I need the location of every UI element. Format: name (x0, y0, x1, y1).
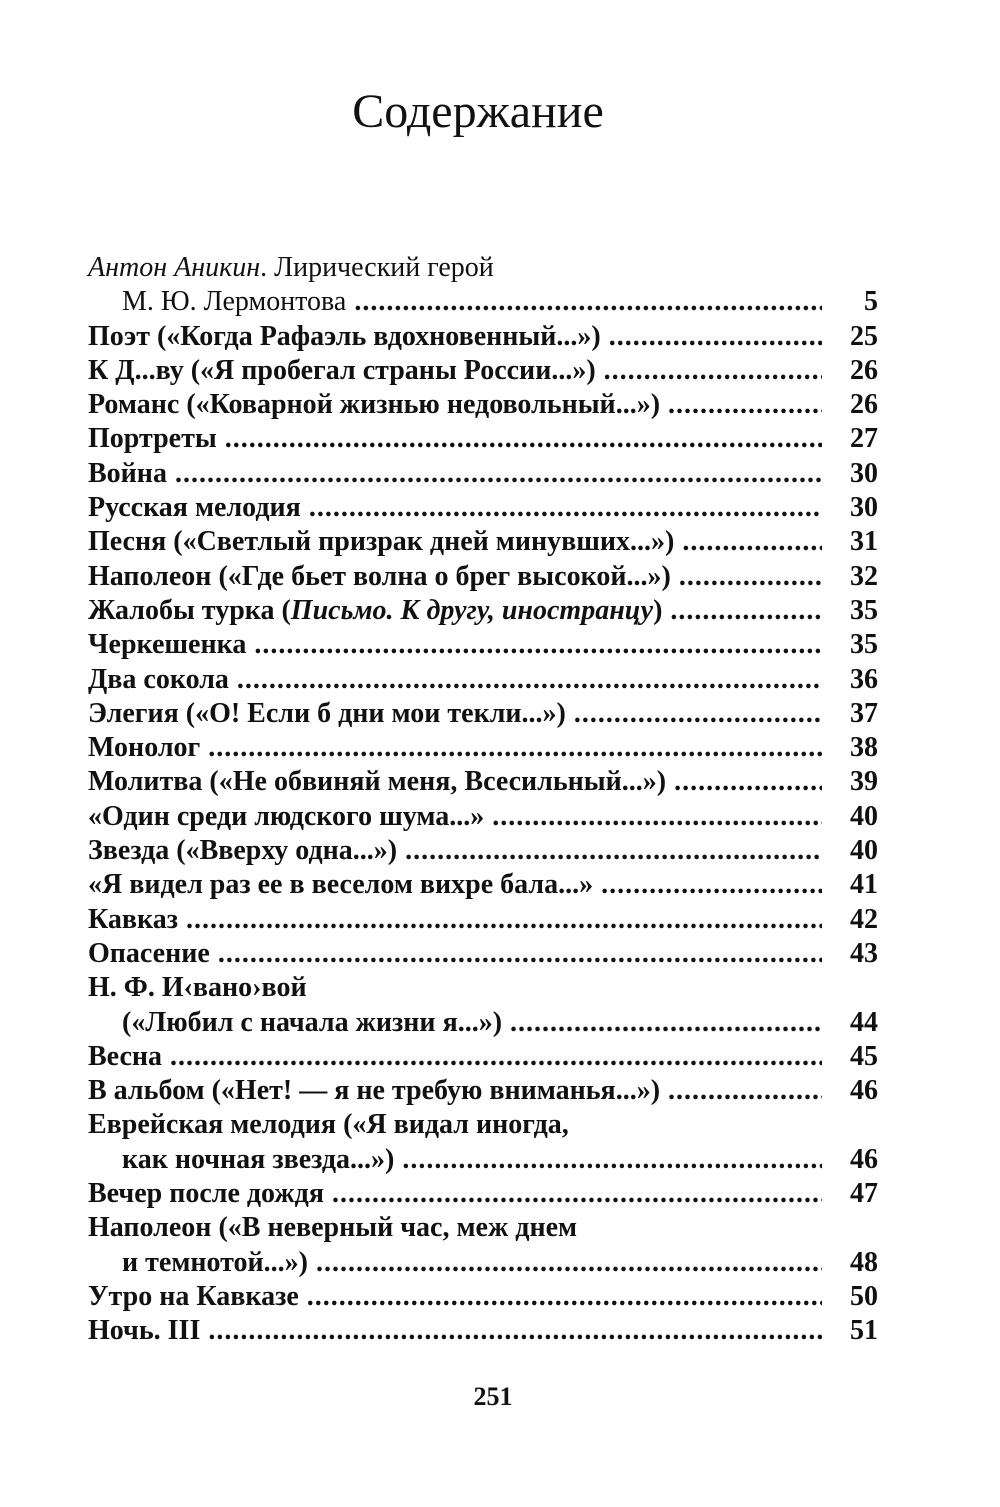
page-title: Содержание (352, 85, 604, 138)
toc-entry-title (88, 765, 666, 799)
dot-leader (237, 663, 822, 697)
toc-entry (88, 628, 878, 662)
entry-text: Кавказ (88, 903, 179, 935)
entry-text: Монолог (88, 732, 201, 764)
page-ref: 42 (850, 903, 878, 935)
dot-leader (186, 903, 822, 937)
page-ref: 50 (850, 1280, 878, 1312)
entry-text: В альбом («Нет! — я не требую вниманья...») (88, 1075, 661, 1107)
dot-leader (682, 525, 822, 559)
toc-entry (88, 525, 878, 559)
page-ref: 40 (850, 835, 878, 867)
page-ref: 39 (850, 766, 878, 798)
entry-text: «Один среди людского шума...» (88, 800, 485, 832)
toc-line (88, 422, 878, 456)
toc-entry-title-cont: М. Ю. Лермонтова (122, 286, 347, 318)
essay-title: . Лирический герой (260, 252, 494, 283)
entry-text: Весна (88, 1040, 163, 1072)
toc-entry-title (88, 1211, 577, 1245)
toc-entry (88, 1211, 878, 1280)
dot-leader (208, 1314, 822, 1348)
toc-line (88, 903, 878, 937)
dot-leader (609, 320, 822, 354)
toc-line (88, 731, 878, 765)
page-ref: 41 (850, 869, 878, 901)
entry-text: Песня («Светлый призрак дней минувших...») (88, 526, 675, 558)
toc-line (88, 1314, 878, 1348)
dot-leader (307, 1280, 822, 1314)
toc-entry-title (88, 697, 566, 731)
dot-leader (510, 1006, 822, 1040)
toc-line (88, 388, 878, 422)
toc-entry (88, 800, 878, 834)
dot-leader (316, 1246, 822, 1280)
entry-text: Портреты (88, 423, 217, 455)
toc-entry (88, 765, 878, 799)
dot-leader (679, 560, 822, 594)
dot-leader (332, 1177, 822, 1211)
toc-entry (88, 937, 878, 971)
toc-entry-title-cont (88, 1006, 502, 1040)
toc-entry-title (88, 663, 229, 697)
dot-leader (402, 1143, 822, 1177)
dot-leader (254, 628, 822, 662)
page-ref: 26 (850, 389, 878, 421)
toc-entry (88, 731, 878, 765)
page-ref: 40 (850, 800, 878, 832)
entry-text: Наполеон («Где бьет волна о брег высокой...») (88, 560, 671, 592)
dot-leader (574, 697, 822, 731)
toc-line (88, 834, 878, 868)
toc-line (88, 1108, 878, 1142)
page-ref: 44 (850, 1006, 878, 1038)
table-of-contents (88, 251, 878, 1349)
dot-leader (492, 800, 822, 834)
dot-leader (309, 491, 822, 525)
toc-entry-title (88, 560, 671, 594)
entry-text: Наполеон («В неверный час, меж днем (88, 1212, 578, 1244)
dot-leader (170, 1040, 822, 1074)
entry-text: Молитва («Не обвиняй меня, Всесильный...») (88, 766, 667, 798)
toc-entry (88, 1108, 878, 1177)
entry-italic-text: Письмо. К другу, иностранцу (290, 594, 654, 626)
entry-text: как ночная звезда...») (122, 1143, 395, 1175)
toc-entry-title-cont (88, 1246, 308, 1280)
entry-text: Утро на Кавказе (88, 1280, 299, 1312)
toc-entry (88, 354, 878, 388)
toc-entry (88, 1280, 878, 1314)
dot-leader (225, 422, 822, 456)
toc-line (88, 560, 878, 594)
page-ref: 35 (850, 629, 878, 661)
entry-text: Жалобы турка ( (88, 594, 291, 626)
entry-text: Вечер после дождя (88, 1178, 324, 1210)
page-ref: 51 (850, 1315, 878, 1347)
toc-line (88, 594, 878, 628)
dot-leader (670, 594, 822, 628)
entry-text: Черкешенка (88, 629, 247, 661)
toc-line (88, 697, 878, 731)
toc-entry-title (88, 422, 217, 456)
toc-line (88, 251, 878, 285)
dot-leader (601, 868, 822, 902)
dot-leader (668, 1074, 822, 1108)
toc-line (88, 525, 878, 559)
toc-line (88, 937, 878, 971)
toc-entry (88, 1177, 878, 1211)
toc-line (88, 354, 878, 388)
toc-entry (88, 491, 878, 525)
entry-text: Русская мелодия (88, 492, 301, 524)
toc-entry-title (88, 354, 596, 388)
page-ref: 30 (850, 492, 878, 524)
toc-entry (88, 1314, 878, 1348)
toc-entry-title (88, 525, 674, 559)
toc-entry-title (88, 1177, 324, 1211)
toc-entry-title (88, 1280, 299, 1314)
toc-entry-title (88, 388, 660, 422)
toc-entry-title (88, 1108, 569, 1142)
toc-entry (88, 457, 878, 491)
dot-leader (208, 731, 822, 765)
entry-text: ) (653, 594, 663, 626)
toc-line (88, 1280, 878, 1314)
dot-leader (405, 834, 822, 868)
toc-line (88, 663, 878, 697)
page-ref: 5 (864, 286, 878, 318)
entry-text: Два сокола (88, 663, 229, 695)
dot-leader (354, 285, 822, 319)
dot-leader (674, 765, 822, 799)
toc-entry-title (88, 937, 210, 971)
toc-entry-title (88, 1040, 162, 1074)
toc-line (88, 765, 878, 799)
toc-line (88, 491, 878, 525)
toc-line (88, 285, 878, 319)
dot-leader (175, 457, 822, 491)
page-ref: 46 (850, 1075, 878, 1107)
toc-line (88, 457, 878, 491)
toc-line (88, 1006, 878, 1040)
toc-entry-title (88, 868, 593, 902)
toc-entry (88, 868, 878, 902)
toc-entry (88, 1074, 878, 1108)
entry-text: Война (88, 457, 167, 489)
page-ref: 35 (850, 594, 878, 626)
toc-line (88, 971, 878, 1005)
toc-entry-title (88, 903, 178, 937)
toc-entry-title (88, 1314, 200, 1348)
dot-leader (604, 354, 822, 388)
toc-entry (88, 594, 878, 628)
entry-text: Ночь. III (88, 1315, 201, 1347)
toc-entry-title (88, 834, 397, 868)
entry-text: Н. Ф. И‹вано›вой (88, 972, 307, 1004)
page-ref: 31 (850, 526, 878, 558)
toc-line (88, 1246, 878, 1280)
page-ref: 36 (850, 663, 878, 695)
entry-text: «Я видел раз ее в веселом вихре бала...» (88, 869, 594, 901)
toc-entry (88, 422, 878, 456)
entry-text: Опасение (88, 937, 210, 969)
page-ref: 26 (850, 354, 878, 386)
dot-leader (218, 937, 822, 971)
page-ref: 46 (850, 1143, 878, 1175)
toc-line (88, 1074, 878, 1108)
toc-entry-title (88, 457, 167, 491)
toc-line (88, 1040, 878, 1074)
toc-entry-title (88, 594, 662, 628)
toc-entry (88, 663, 878, 697)
page-ref: 37 (850, 697, 878, 729)
page-ref: 45 (850, 1040, 878, 1072)
toc-entry-title-cont (88, 1143, 394, 1177)
toc-entry-title (88, 251, 494, 285)
toc-line (88, 868, 878, 902)
entry-text: и темнотой...») (122, 1246, 308, 1278)
toc-entry-title (88, 731, 200, 765)
page-ref: 43 (850, 937, 878, 969)
page-number: 251 (473, 1382, 513, 1411)
page-ref: 47 (850, 1178, 878, 1210)
toc-entry-title (88, 491, 301, 525)
toc-entry-title (88, 320, 601, 354)
toc-entry-title (88, 971, 307, 1005)
toc-line (88, 1211, 878, 1245)
entry-text: Еврейская мелодия («Я видал иногда, (88, 1109, 569, 1141)
entry-text: («Любил с начала жизни я...») (122, 1006, 503, 1038)
entry-text: Звезда («Вверху одна...») (88, 835, 398, 867)
entry-text: К Д...ву («Я пробегал страны России...») (88, 354, 596, 386)
toc-entry (88, 971, 878, 1040)
author-name: Антон Аникин (88, 252, 261, 283)
toc-entry-intro (88, 251, 878, 320)
toc-entry (88, 320, 878, 354)
toc-entry (88, 560, 878, 594)
toc-entry (88, 697, 878, 731)
page-ref: 48 (850, 1246, 878, 1278)
entry-text: Романс («Коварной жизнью недовольный...») (88, 389, 661, 421)
toc-line (88, 320, 878, 354)
page-ref: 27 (850, 423, 878, 455)
entry-text: Поэт («Когда Рафаэль вдохновенный...») (88, 320, 601, 352)
toc-entry (88, 903, 878, 937)
toc-entry-title (88, 1074, 660, 1108)
toc-entry-title (88, 800, 484, 834)
page-ref: 25 (850, 320, 878, 352)
toc-entry-title (88, 628, 246, 662)
entry-text: Элегия («О! Если б дни мои текли...») (88, 697, 566, 729)
toc-line (88, 628, 878, 662)
page-ref: 32 (850, 560, 878, 592)
dot-leader (668, 388, 822, 422)
toc-entry (88, 388, 878, 422)
page-ref: 38 (850, 732, 878, 764)
toc-line (88, 1143, 878, 1177)
toc-entry (88, 834, 878, 868)
toc-entry (88, 1040, 878, 1074)
toc-line (88, 1177, 878, 1211)
toc-line (88, 800, 878, 834)
page-ref: 30 (850, 457, 878, 489)
